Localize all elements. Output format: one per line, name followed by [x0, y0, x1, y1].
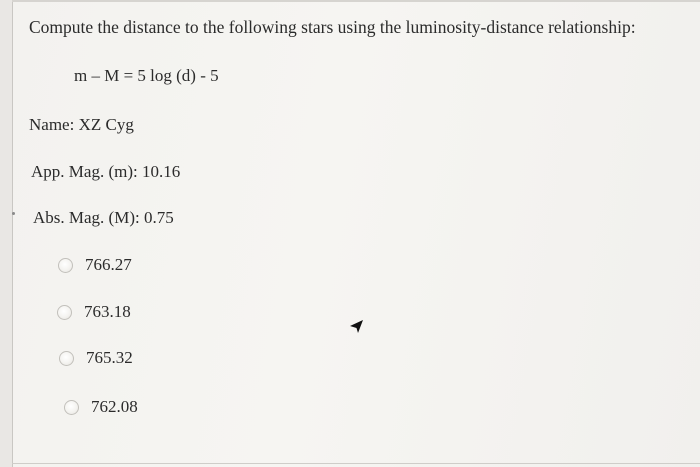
- answer-option-3[interactable]: [59, 347, 133, 369]
- bottom-divider: [12, 463, 700, 464]
- answer-option-label: 766.27: [85, 255, 132, 274]
- absolute-magnitude: Abs. Mag. (M): 0.75: [33, 208, 174, 227]
- answer-option-label: 762.08: [91, 397, 138, 416]
- formula: m – M = 5 log (d) - 5: [74, 66, 219, 85]
- top-divider: [12, 0, 700, 2]
- question-prompt: Compute the distance to the following stars using the luminosity-distance relationship:: [29, 17, 636, 37]
- radio-circle-icon[interactable]: [58, 258, 73, 273]
- mouse-pointer-icon: [346, 316, 366, 336]
- answer-option-label: 765.32: [86, 348, 133, 367]
- answer-option-label: 763.18: [84, 302, 131, 321]
- apparent-magnitude: App. Mag. (m): 10.16: [31, 162, 181, 181]
- radio-circle-icon[interactable]: [59, 351, 74, 366]
- bullet-marker: [12, 212, 15, 215]
- answer-option-2[interactable]: [57, 301, 131, 323]
- answer-option-1[interactable]: [58, 254, 132, 276]
- radio-circle-icon[interactable]: [57, 305, 72, 320]
- radio-circle-icon[interactable]: [64, 400, 79, 415]
- answer-option-4[interactable]: [64, 396, 138, 418]
- star-name: Name: XZ Cyg: [29, 115, 134, 134]
